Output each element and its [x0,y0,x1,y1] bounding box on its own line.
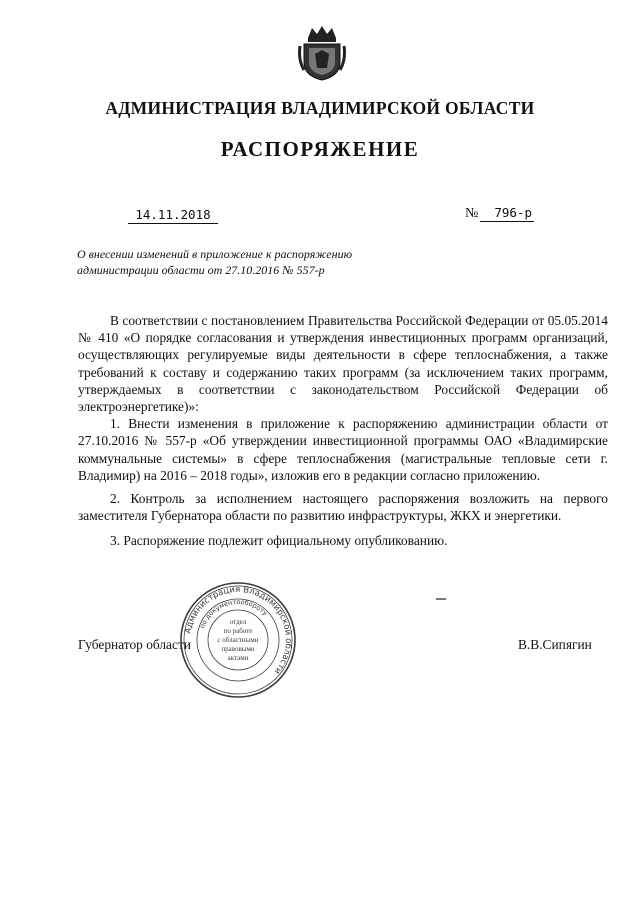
official-stamp [178,580,298,700]
signer-name: В.В.Сипягин [518,637,592,652]
stamp-center-line: отдел [229,618,247,626]
coat-of-arms-icon [298,24,346,82]
stray-mark [436,598,446,600]
stamp-center-line: по работе [223,627,253,635]
number-label: № [465,206,479,221]
body-paragraph: 2. Контроль за исполнением настоящего распоряжения возложить на первого заместителя Губернатора области по развитию инфраструктуры, ЖКХ и энергетики. [78,491,608,524]
document-date: 14.11.2018 [128,207,218,224]
stamp-center-line: правовыми [221,645,255,653]
signer-position: Губернатор области [78,637,191,652]
stamp-center-line: актами [227,654,249,662]
organization-name: АДМИНИСТРАЦИЯ ВЛАДИМИРСКОЙ ОБЛАСТИ [105,98,535,118]
body-paragraph: 3. Распоряжение подлежит официальному опубликованию. [110,533,448,549]
stamp-center-line: с областными [217,636,259,644]
stamp-outer-text: Администрация Владимирской области [183,584,294,676]
body-paragraph: В соответствии с постановлением Правительства Российской Федерации от 05.05.2014 № 410 «О порядке согласования и утверждения инвестиционных программ организаций, осуществляющих регулируемые виды деятельности в сфере теплоснабжения, а также требований к составу и содержанию таких программ (за исключением таких программ, утверждаемых в соответствии с законодательством Российской Федерации об электроэнергетике)»: [78,313,608,415]
subject-line: администрации области от 27.10.2016 № 557-р [77,263,325,277]
document-body [78,312,608,550]
document-number [465,205,534,222]
subject-line: О внесении изменений в приложение к распоряжению [77,247,353,261]
number-value: 796-р [480,205,534,222]
stamp-inner-text: по документообороту [198,597,270,630]
document-subject [77,246,407,278]
document-type: РАСПОРЯЖЕНИЕ [220,137,420,161]
body-paragraph: 1. Внести изменения в приложение к распоряжению администрации области от 27.10.2016 № 557-р «Об утверждении инвестиционной программы ОАО «Владимирские коммунальные системы» в сфере теплоснабжения (магистральные тепловые сети г. Владимир) на 2016 – 2018 годы», изложив его в редакции согласно приложению. [78,416,608,483]
